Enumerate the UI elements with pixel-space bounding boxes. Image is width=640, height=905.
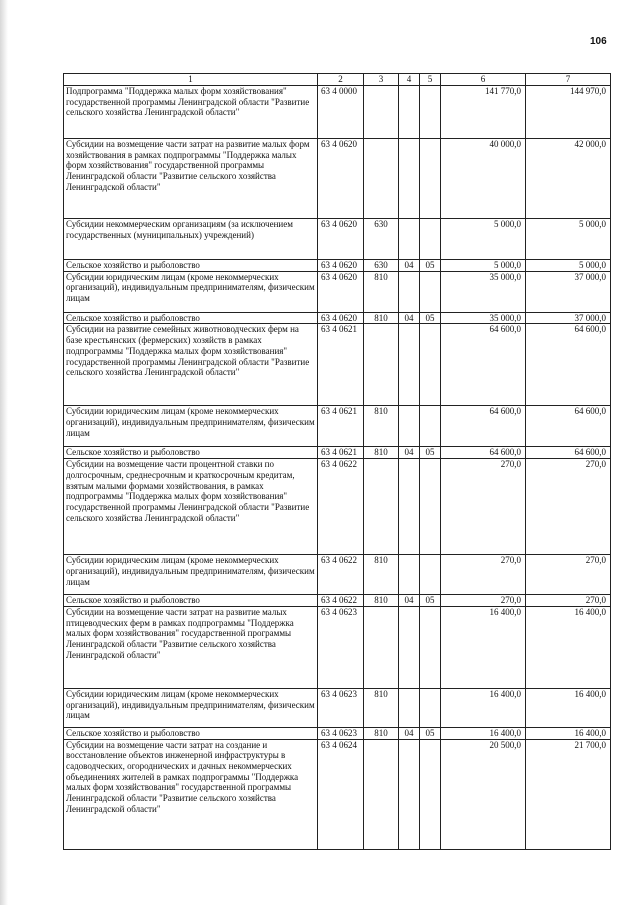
row-name-cell: Субсидии на возмещение части затрат на развитие малых птицеводческих ферм в рамках подпрограммы "Поддержка малых форм хозяйствования" государственной программы Ленинградской области "Развитие сельского хозяйства Ленинградской области" xyxy=(64,606,318,688)
row-csr-cell: 63 4 0621 xyxy=(318,406,364,447)
row-pr-cell xyxy=(420,86,441,139)
row-amount-year2-cell: 16 400,0 xyxy=(526,606,611,688)
header-cell: 1 xyxy=(64,74,318,86)
row-rz-cell: 04 xyxy=(399,727,420,739)
table-row xyxy=(64,312,611,324)
row-amount-year2-cell: 37 000,0 xyxy=(526,271,611,312)
row-csr-cell: 63 4 0621 xyxy=(318,324,364,406)
row-amount-year2-cell: 5 000,0 xyxy=(526,219,611,260)
row-csr-cell: 63 4 0623 xyxy=(318,688,364,727)
row-csr-cell: 63 4 0622 xyxy=(318,459,364,555)
table-row xyxy=(64,739,611,849)
row-rz-cell: 04 xyxy=(399,260,420,272)
row-name-cell: Субсидии юридическим лицам (кроме некоммерческих организаций), индивидуальным предпринимателям, физическим лицам xyxy=(64,555,318,595)
row-pr-cell xyxy=(420,555,441,595)
table-row xyxy=(64,447,611,459)
row-pr-cell: 05 xyxy=(420,727,441,739)
table-row xyxy=(64,606,611,688)
table-row xyxy=(64,260,611,272)
row-amount-year1-cell: 64 600,0 xyxy=(441,324,526,406)
row-pr-cell xyxy=(420,739,441,849)
row-vr-cell xyxy=(364,739,399,849)
table-row xyxy=(64,459,611,555)
row-name-cell: Сельское хозяйство и рыболовство xyxy=(64,260,318,272)
row-name-cell: Субсидии юридическим лицам (кроме некоммерческих организаций), индивидуальным предпринимателям, физическим лицам xyxy=(64,688,318,727)
table-header-row xyxy=(64,74,611,86)
row-vr-cell: 810 xyxy=(364,595,399,607)
header-cell: 6 xyxy=(441,74,526,86)
row-vr-cell xyxy=(364,459,399,555)
table-row xyxy=(64,555,611,595)
row-vr-cell xyxy=(364,324,399,406)
row-csr-cell: 63 4 0000 xyxy=(318,86,364,139)
row-vr-cell xyxy=(364,606,399,688)
scan-edge-shadow xyxy=(0,0,8,905)
row-pr-cell: 05 xyxy=(420,595,441,607)
table-row xyxy=(64,271,611,312)
header-cell: 4 xyxy=(399,74,420,86)
row-pr-cell xyxy=(420,459,441,555)
row-csr-cell: 63 4 0624 xyxy=(318,739,364,849)
row-vr-cell: 810 xyxy=(364,406,399,447)
row-amount-year2-cell: 64 600,0 xyxy=(526,406,611,447)
row-amount-year2-cell: 16 400,0 xyxy=(526,727,611,739)
row-vr-cell: 810 xyxy=(364,447,399,459)
table-row xyxy=(64,406,611,447)
row-vr-cell: 630 xyxy=(364,260,399,272)
row-csr-cell: 63 4 0620 xyxy=(318,139,364,219)
row-csr-cell: 63 4 0620 xyxy=(318,271,364,312)
row-amount-year1-cell: 270,0 xyxy=(441,459,526,555)
budget-table xyxy=(63,73,611,850)
header-cell: 3 xyxy=(364,74,399,86)
row-vr-cell: 630 xyxy=(364,219,399,260)
row-amount-year1-cell: 141 770,0 xyxy=(441,86,526,139)
row-rz-cell xyxy=(399,271,420,312)
row-rz-cell xyxy=(399,459,420,555)
row-rz-cell xyxy=(399,688,420,727)
table-row xyxy=(64,139,611,219)
row-amount-year2-cell: 37 000,0 xyxy=(526,312,611,324)
row-amount-year2-cell: 270,0 xyxy=(526,595,611,607)
table-row xyxy=(64,324,611,406)
row-vr-cell xyxy=(364,86,399,139)
row-amount-year1-cell: 35 000,0 xyxy=(441,271,526,312)
row-vr-cell: 810 xyxy=(364,555,399,595)
header-cell: 7 xyxy=(526,74,611,86)
row-pr-cell xyxy=(420,406,441,447)
row-pr-cell xyxy=(420,688,441,727)
row-amount-year1-cell: 270,0 xyxy=(441,595,526,607)
row-rz-cell xyxy=(399,406,420,447)
row-amount-year1-cell: 35 000,0 xyxy=(441,312,526,324)
row-amount-year2-cell: 5 000,0 xyxy=(526,260,611,272)
row-name-cell: Сельское хозяйство и рыболовство xyxy=(64,447,318,459)
row-name-cell: Субсидии юридическим лицам (кроме некоммерческих организаций), индивидуальным предпринимателям, физическим лицам xyxy=(64,271,318,312)
row-rz-cell xyxy=(399,606,420,688)
row-name-cell: Субсидии некоммерческим организациям (за исключением государственных (муниципальных) учреждений) xyxy=(64,219,318,260)
row-amount-year2-cell: 270,0 xyxy=(526,459,611,555)
row-csr-cell: 63 4 0620 xyxy=(318,260,364,272)
row-pr-cell: 05 xyxy=(420,312,441,324)
row-pr-cell xyxy=(420,606,441,688)
row-vr-cell: 810 xyxy=(364,727,399,739)
table-row xyxy=(64,219,611,260)
row-csr-cell: 63 4 0622 xyxy=(318,595,364,607)
table-row xyxy=(64,86,611,139)
row-name-cell: Сельское хозяйство и рыболовство xyxy=(64,727,318,739)
row-rz-cell: 04 xyxy=(399,595,420,607)
row-amount-year1-cell: 5 000,0 xyxy=(441,260,526,272)
row-pr-cell xyxy=(420,219,441,260)
row-csr-cell: 63 4 0620 xyxy=(318,312,364,324)
row-pr-cell xyxy=(420,324,441,406)
row-name-cell: Субсидии на развитие семейных животноводческих ферм на базе крестьянских (фермерских) хозяйств в рамках подпрограммы "Поддержка малых форм хозяйствования" государственной программы Ленинградской области "Развитие сельского хозяйства Ленинградской области" xyxy=(64,324,318,406)
row-csr-cell: 63 4 0620 xyxy=(318,219,364,260)
row-rz-cell xyxy=(399,324,420,406)
row-amount-year1-cell: 20 500,0 xyxy=(441,739,526,849)
row-name-cell: Сельское хозяйство и рыболовство xyxy=(64,595,318,607)
row-rz-cell xyxy=(399,555,420,595)
row-name-cell: Субсидии на возмещение части затрат на развитие малых форм хозяйствования в рамках подпрограммы "Поддержка малых форм хозяйствования" государственной программы Ленинградской области "Развитие сельского хозяйства Ленинградской области" xyxy=(64,139,318,219)
row-amount-year2-cell: 64 600,0 xyxy=(526,447,611,459)
row-amount-year2-cell: 144 970,0 xyxy=(526,86,611,139)
row-amount-year2-cell: 42 000,0 xyxy=(526,139,611,219)
row-vr-cell: 810 xyxy=(364,271,399,312)
row-csr-cell: 63 4 0622 xyxy=(318,555,364,595)
row-pr-cell: 05 xyxy=(420,447,441,459)
row-pr-cell xyxy=(420,271,441,312)
row-rz-cell xyxy=(399,86,420,139)
row-name-cell: Субсидии на возмещение части затрат на создание и восстановление объектов инженерной инфраструктуры в садоводческих, огороднических и дачных некоммерческих объединениях жителей в рамках подпрограммы "Поддержка малых форм хозяйствования" государственной программы Ленинградской области "Развитие сельского хозяйства Ленинградской области" xyxy=(64,739,318,849)
row-name-cell: Сельское хозяйство и рыболовство xyxy=(64,312,318,324)
row-rz-cell: 04 xyxy=(399,447,420,459)
row-vr-cell xyxy=(364,139,399,219)
row-rz-cell xyxy=(399,139,420,219)
row-pr-cell: 05 xyxy=(420,260,441,272)
row-amount-year1-cell: 16 400,0 xyxy=(441,727,526,739)
row-amount-year2-cell: 21 700,0 xyxy=(526,739,611,849)
row-amount-year2-cell: 64 600,0 xyxy=(526,324,611,406)
page-number: 106 xyxy=(590,36,607,47)
row-csr-cell: 63 4 0623 xyxy=(318,727,364,739)
table-row xyxy=(64,595,611,607)
row-amount-year2-cell: 16 400,0 xyxy=(526,688,611,727)
row-rz-cell xyxy=(399,739,420,849)
row-amount-year1-cell: 16 400,0 xyxy=(441,606,526,688)
row-amount-year1-cell: 16 400,0 xyxy=(441,688,526,727)
table-row xyxy=(64,688,611,727)
row-amount-year1-cell: 270,0 xyxy=(441,555,526,595)
row-csr-cell: 63 4 0623 xyxy=(318,606,364,688)
row-name-cell: Субсидии юридическим лицам (кроме некоммерческих организаций), индивидуальным предпринимателям, физическим лицам xyxy=(64,406,318,447)
header-cell: 5 xyxy=(420,74,441,86)
header-cell: 2 xyxy=(318,74,364,86)
row-csr-cell: 63 4 0621 xyxy=(318,447,364,459)
table-row xyxy=(64,727,611,739)
row-name-cell: Подпрограмма "Поддержка малых форм хозяйствования" государственной программы Ленинградской области "Развитие сельского хозяйства Ленинградской области" xyxy=(64,86,318,139)
row-amount-year1-cell: 5 000,0 xyxy=(441,219,526,260)
row-rz-cell: 04 xyxy=(399,312,420,324)
row-amount-year1-cell: 40 000,0 xyxy=(441,139,526,219)
row-amount-year1-cell: 64 600,0 xyxy=(441,447,526,459)
row-vr-cell: 810 xyxy=(364,312,399,324)
row-rz-cell xyxy=(399,219,420,260)
row-pr-cell xyxy=(420,139,441,219)
row-amount-year2-cell: 270,0 xyxy=(526,555,611,595)
row-vr-cell: 810 xyxy=(364,688,399,727)
row-name-cell: Субсидии на возмещение части процентной ставки по долгосрочным, среднесрочным и краткосрочным кредитам, взятым малыми формами хозяйствования, в рамках подпрограммы "Поддержка малых форм хозяйствования" государственной программы Ленинградской области "Развитие сельского хозяйства Ленинградской области" xyxy=(64,459,318,555)
row-amount-year1-cell: 64 600,0 xyxy=(441,406,526,447)
